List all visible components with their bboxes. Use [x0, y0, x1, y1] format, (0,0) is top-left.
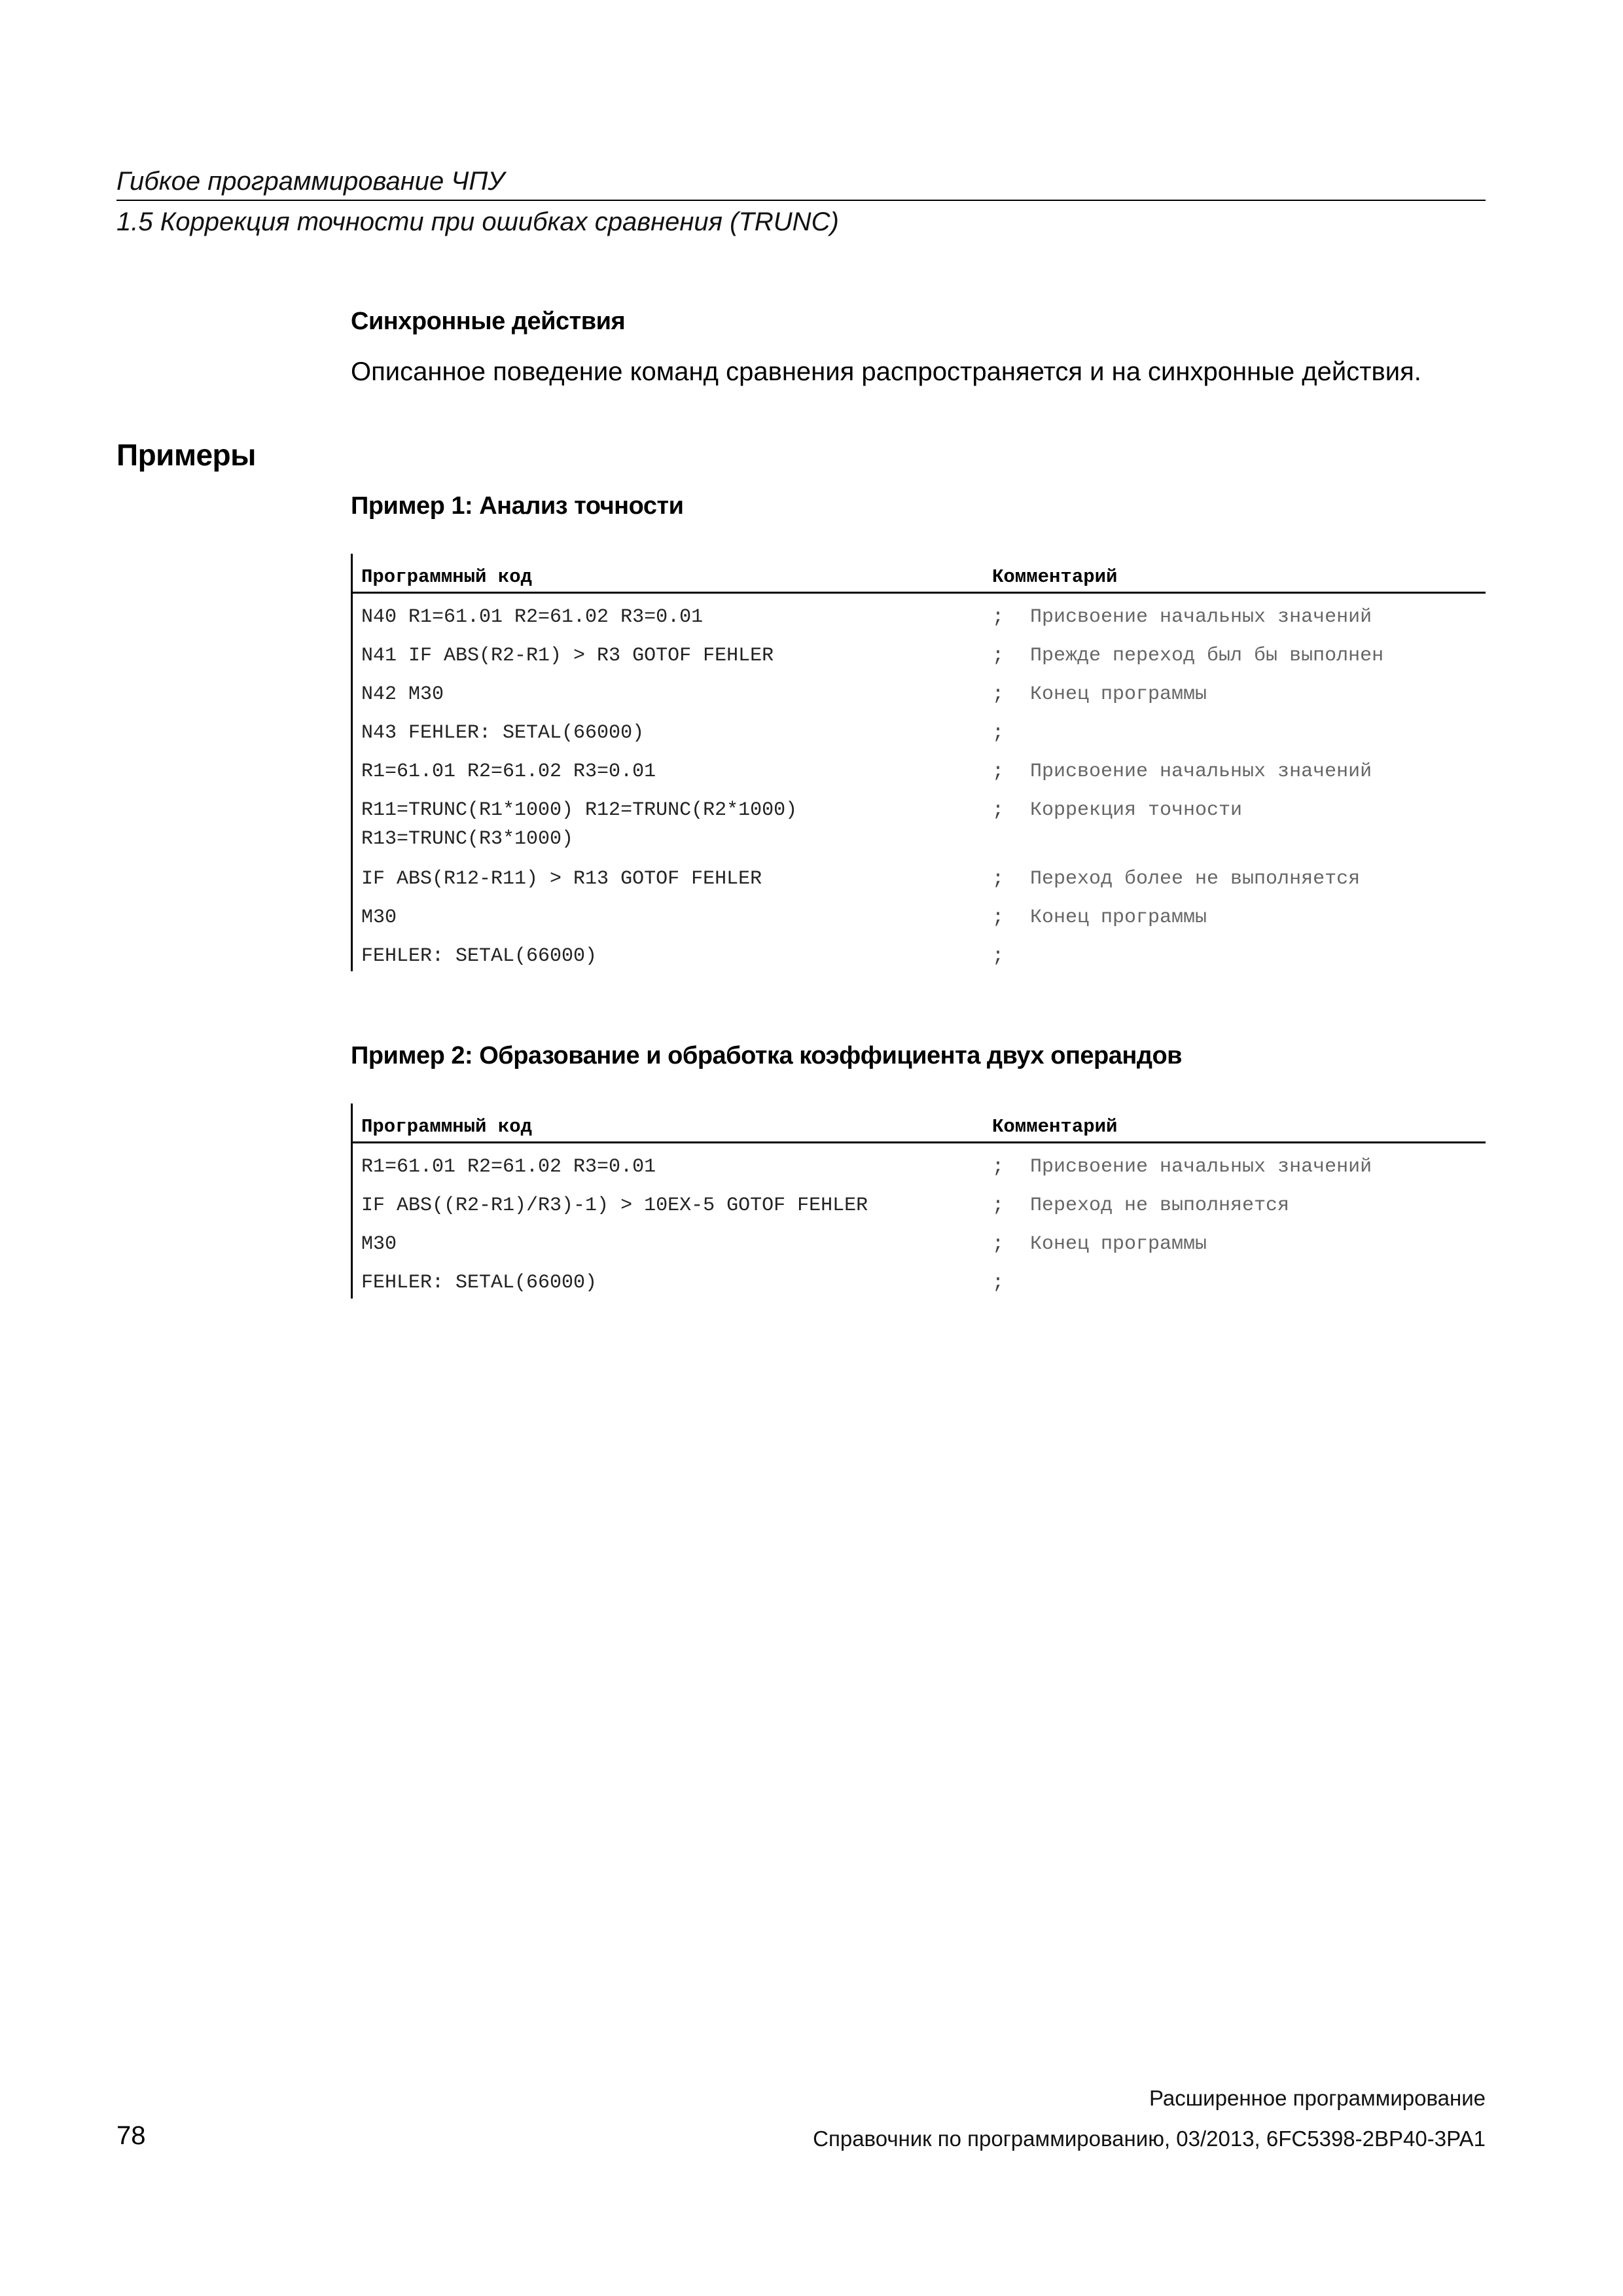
- comment-cell: Переход не выполняется: [1030, 1194, 1290, 1217]
- table-header-rule: [351, 1141, 1486, 1143]
- code-cell-continuation: R13=TRUNC(R3*1000): [361, 828, 574, 850]
- footer-manual-info: Справочник по программированию, 03/2013, 6FC5398-2BP40-3PA1: [813, 2126, 1486, 2151]
- code-cell: N41 IF ABS(R2-R1) > R3 GOTOF FEHLER: [361, 645, 774, 667]
- comment-cell: Конец программы: [1030, 906, 1207, 929]
- column-header-code: Программный код: [361, 1116, 533, 1138]
- example1-code-table: [351, 554, 1486, 973]
- code-cell: M30: [361, 906, 397, 929]
- header-rule: [116, 200, 1486, 201]
- comment-cell: Переход более не выполняется: [1030, 868, 1361, 890]
- page-number: 78: [116, 2121, 146, 2150]
- comment-marker: ;: [992, 1194, 1005, 1217]
- code-cell: IF ABS(R12-R11) > R13 GOTOF FEHLER: [361, 868, 762, 890]
- code-cell: N43 FEHLER: SETAL(66000): [361, 722, 645, 744]
- example2-code-table: [351, 1103, 1486, 1300]
- comment-marker: ;: [992, 683, 1005, 706]
- footer-book-title: Расширенное программирование: [1149, 2086, 1486, 2110]
- comment-marker: ;: [992, 799, 1005, 821]
- comment-marker: ;: [992, 761, 1005, 783]
- comment-marker: ;: [992, 722, 1005, 744]
- code-cell: R1=61.01 R2=61.02 R3=0.01: [361, 1156, 656, 1178]
- code-cell: R1=61.01 R2=61.02 R3=0.01: [361, 761, 656, 783]
- comment-marker: ;: [992, 1272, 1005, 1294]
- comment-cell: Присвоение начальных значений: [1030, 1156, 1372, 1178]
- code-cell: R11=TRUNC(R1*1000) R12=TRUNC(R2*1000): [361, 799, 798, 821]
- example2-heading: Пример 2: Образование и обработка коэффициента двух операндов: [351, 1042, 1183, 1069]
- comment-cell: Присвоение начальных значений: [1030, 761, 1372, 783]
- examples-heading: Примеры: [116, 438, 256, 472]
- example1-heading: Пример 1: Анализ точности: [351, 492, 684, 520]
- table-header-rule: [351, 592, 1486, 594]
- sync-actions-heading: Синхронные действия: [351, 308, 626, 335]
- comment-cell: Прежде переход был бы выполнен: [1030, 645, 1384, 667]
- comment-marker: ;: [992, 1156, 1005, 1178]
- column-header-comment: Комментарий: [992, 1116, 1118, 1138]
- comment-cell: Присвоение начальных значений: [1030, 606, 1372, 628]
- comment-cell: Конец программы: [1030, 1233, 1207, 1255]
- comment-cell: Конец программы: [1030, 683, 1207, 706]
- table-left-border: [351, 554, 353, 971]
- comment-marker: ;: [992, 606, 1005, 628]
- comment-cell: Коррекция точности: [1030, 799, 1243, 821]
- table-left-border: [351, 1103, 353, 1299]
- code-cell: FEHLER: SETAL(66000): [361, 945, 597, 967]
- running-header-section: 1.5 Коррекция точности при ошибках сравнения (TRUNC): [116, 207, 839, 236]
- code-cell: M30: [361, 1233, 397, 1255]
- comment-marker: ;: [992, 945, 1005, 967]
- code-cell: N40 R1=61.01 R2=61.02 R3=0.01: [361, 606, 704, 628]
- comment-marker: ;: [992, 645, 1005, 667]
- column-header-code: Программный код: [361, 566, 533, 588]
- comment-marker: ;: [992, 868, 1005, 890]
- code-cell: N42 M30: [361, 683, 444, 706]
- sync-actions-text: Описанное поведение команд сравнения распространяется и на синхронные действия.: [351, 357, 1421, 386]
- running-header-chapter: Гибкое программирование ЧПУ: [116, 167, 505, 196]
- column-header-comment: Комментарий: [992, 566, 1118, 588]
- comment-marker: ;: [992, 906, 1005, 929]
- comment-marker: ;: [992, 1233, 1005, 1255]
- code-cell: FEHLER: SETAL(66000): [361, 1272, 597, 1294]
- code-cell: IF ABS((R2-R1)/R3)-1) > 10EX-5 GOTOF FEHLER: [361, 1194, 868, 1217]
